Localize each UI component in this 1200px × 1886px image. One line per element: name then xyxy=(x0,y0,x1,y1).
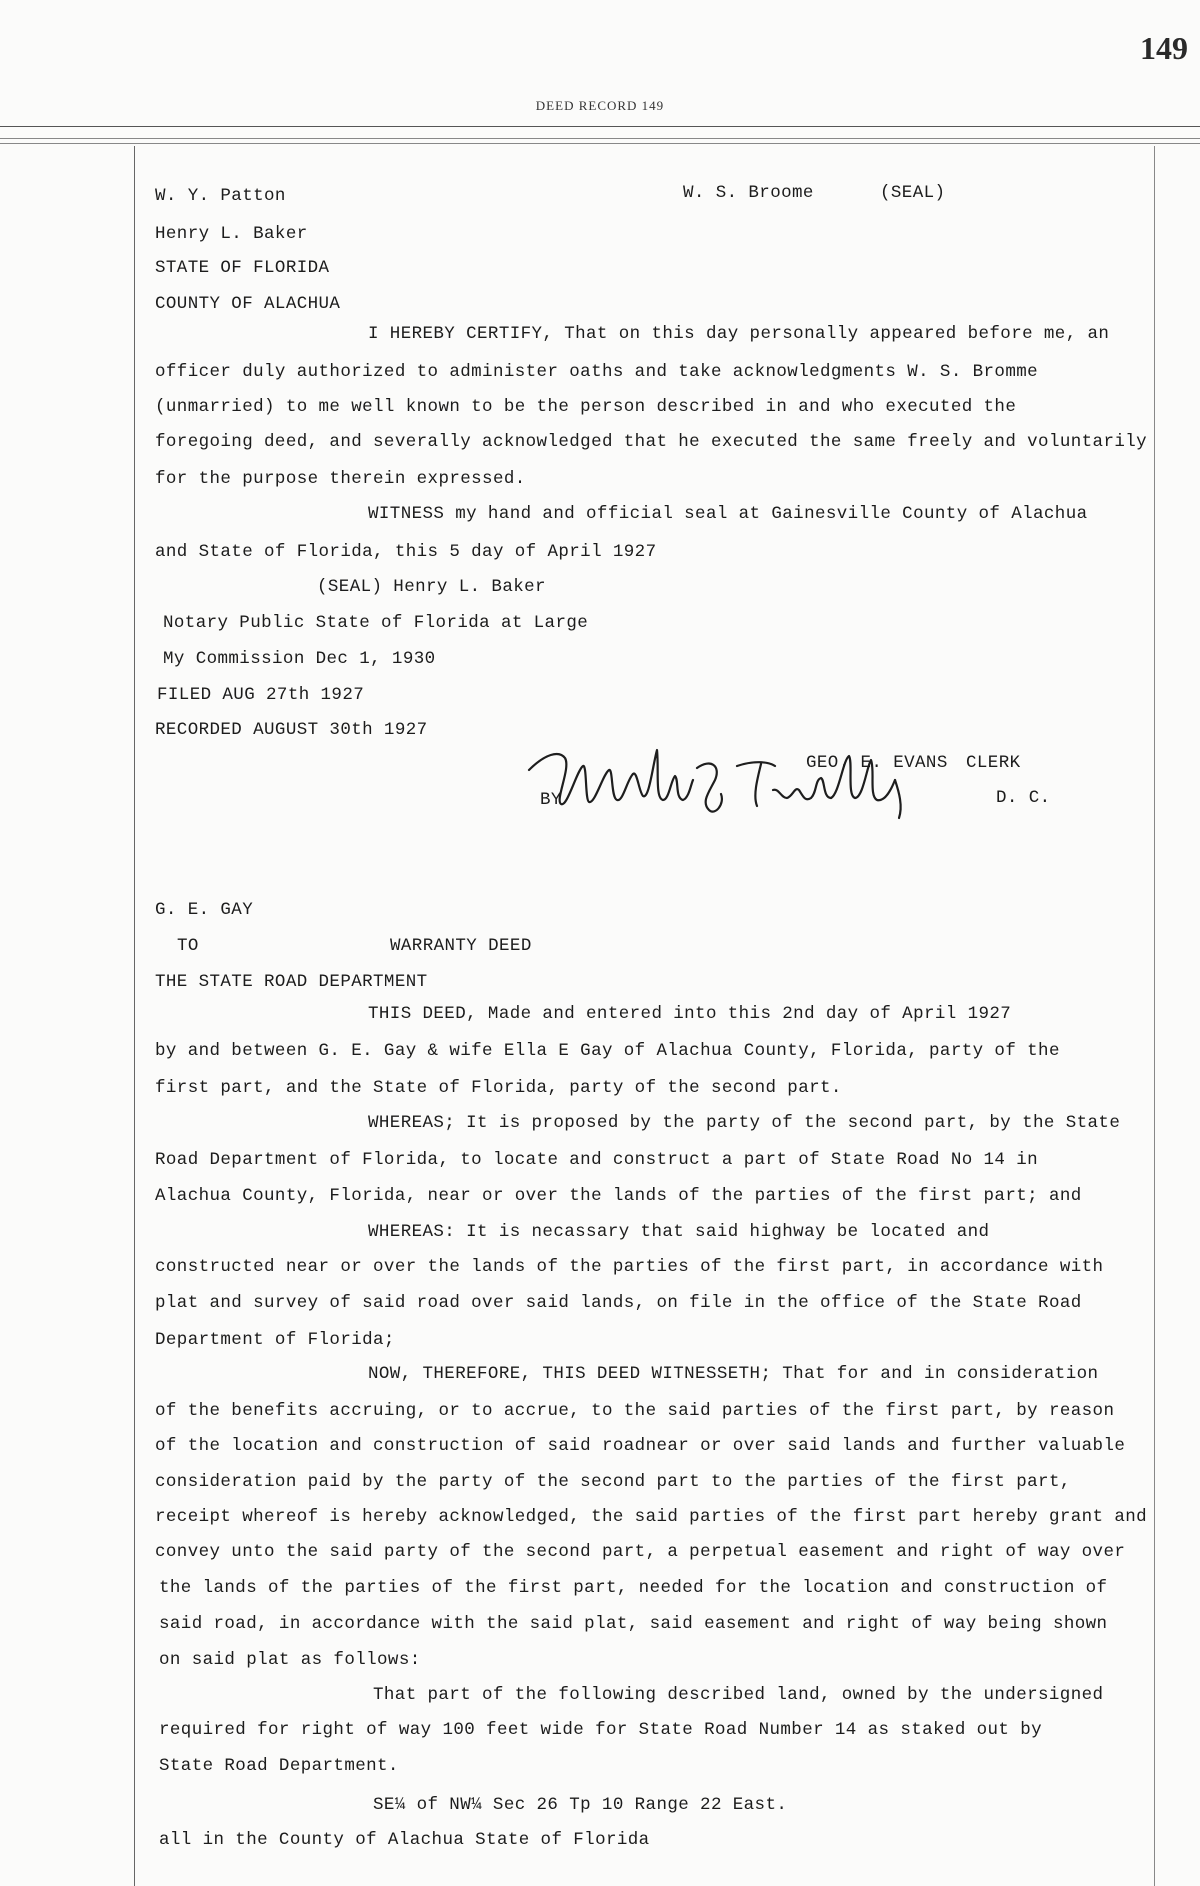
deed-body-line: NOW, THEREFORE, THIS DEED WITNESSETH; That for and in consideration xyxy=(368,1364,1099,1384)
deed-body-line: the lands of the parties of the first part, needed for the location and construction of xyxy=(159,1578,1108,1598)
header-rule-middle xyxy=(0,138,1200,139)
signer-seal: (SEAL) xyxy=(880,183,946,203)
deed-body-line: of the benefits accruing, or to accrue, to the said parties of the first part, by reason xyxy=(155,1401,1115,1421)
by-label: BY xyxy=(540,790,562,810)
clerk-title: CLERK xyxy=(966,753,1021,773)
running-header: DEED RECORD 149 xyxy=(535,98,665,113)
deed-body-line: convey unto the said party of the second part, a perpetual easement and right of way over xyxy=(155,1542,1126,1562)
witness-name-1: W. Y. Patton xyxy=(155,186,286,206)
to-label: TO xyxy=(177,936,199,956)
deed-body-line: plat and survey of said road over said lands, on file in the office of the State Road xyxy=(155,1293,1082,1313)
deed-body-line: said road, in accordance with the said plat, said easement and right of way being shown xyxy=(159,1614,1108,1634)
deed-body-line: by and between G. E. Gay & wife Ella E Gay of Alachua County, Florida, party of the xyxy=(155,1041,1060,1061)
certify-line: officer duly authorized to administer oaths and take acknowledgments W. S. Bromme xyxy=(155,362,1039,382)
filed-stamp: FILED AUG 27th 1927 xyxy=(157,685,365,705)
right-margin-line xyxy=(1154,146,1155,1886)
deed-type: WARRANTY DEED xyxy=(390,936,532,956)
notary-commission: My Commission Dec 1, 1930 xyxy=(163,649,436,669)
grantor-name: G. E. GAY xyxy=(155,900,254,920)
deed-body-line: Alachua County, Florida, near or over the lands of the parties of the first part; and xyxy=(155,1186,1082,1206)
legal-description: SE¼ of NW¼ Sec 26 Tp 10 Range 22 East. xyxy=(373,1795,788,1815)
deed-body-line: all in the County of Alachua State of Florida xyxy=(159,1830,650,1850)
deed-body-line: WHEREAS: It is necassary that said highway be located and xyxy=(368,1222,990,1242)
county-heading: COUNTY OF ALACHUA xyxy=(155,294,341,314)
deed-body-line: constructed near or over the lands of the parties of the first part, in accordance with xyxy=(155,1257,1104,1277)
deed-body-line: of the location and construction of said roadnear or over said lands and further valuable xyxy=(155,1436,1126,1456)
deed-body-line: receipt whereof is hereby acknowledged, the said parties of the first part hereby grant and xyxy=(155,1507,1148,1527)
witness-clause-line: WITNESS my hand and official seal at Gainesville County of Alachua xyxy=(368,504,1088,524)
deed-body-line: Department of Florida; xyxy=(155,1330,395,1350)
deputy-clerk-label: D. C. xyxy=(996,788,1051,808)
deed-body-line: consideration paid by the party of the second part to the parties of the first part, xyxy=(155,1472,1071,1492)
deed-body-line: required for right of way 100 feet wide for State Road Number 14 as staked out by xyxy=(159,1720,1043,1740)
recorded-stamp: RECORDED AUGUST 30th 1927 xyxy=(155,720,428,740)
witness-name-2: Henry L. Baker xyxy=(155,224,308,244)
deed-body-line: on said plat as follows: xyxy=(159,1650,421,1670)
notary-title: Notary Public State of Florida at Large xyxy=(163,613,589,633)
signer-name: W. S. Broome xyxy=(683,183,814,203)
witness-clause-line: and State of Florida, this 5 day of April 1927 xyxy=(155,542,657,562)
deed-body-line: State Road Department. xyxy=(159,1756,399,1776)
certify-line: (unmarried) to me well known to be the person described in and who executed the xyxy=(155,397,1017,417)
grantee-name: THE STATE ROAD DEPARTMENT xyxy=(155,972,428,992)
page-number: 149 xyxy=(1140,30,1188,66)
notary-seal: (SEAL) Henry L. Baker xyxy=(317,577,546,597)
header-rule-bottom xyxy=(0,143,1200,144)
left-margin-line xyxy=(134,146,135,1886)
deed-body-line: THIS DEED, Made and entered into this 2nd day of April 1927 xyxy=(368,1004,1012,1024)
header-rule-top xyxy=(0,126,1200,127)
certify-line: I HEREBY CERTIFY, That on this day personally appeared before me, an xyxy=(368,324,1110,344)
deed-body-line: first part, and the State of Florida, party of the second part. xyxy=(155,1078,842,1098)
deed-body-line: That part of the following described land, owned by the undersigned xyxy=(373,1685,1104,1705)
clerk-name: GEO. E. EVANS xyxy=(806,753,948,773)
deed-body-line: Road Department of Florida, to locate and construct a part of State Road No 14 in xyxy=(155,1150,1039,1170)
state-heading: STATE OF FLORIDA xyxy=(155,258,330,278)
certify-line: for the purpose therein expressed. xyxy=(155,469,526,489)
certify-line: foregoing deed, and severally acknowledged that he executed the same freely and voluntarily xyxy=(155,432,1148,452)
deed-body-line: WHEREAS; It is proposed by the party of the second part, by the State xyxy=(368,1113,1121,1133)
deputy-clerk-signature xyxy=(525,740,925,830)
